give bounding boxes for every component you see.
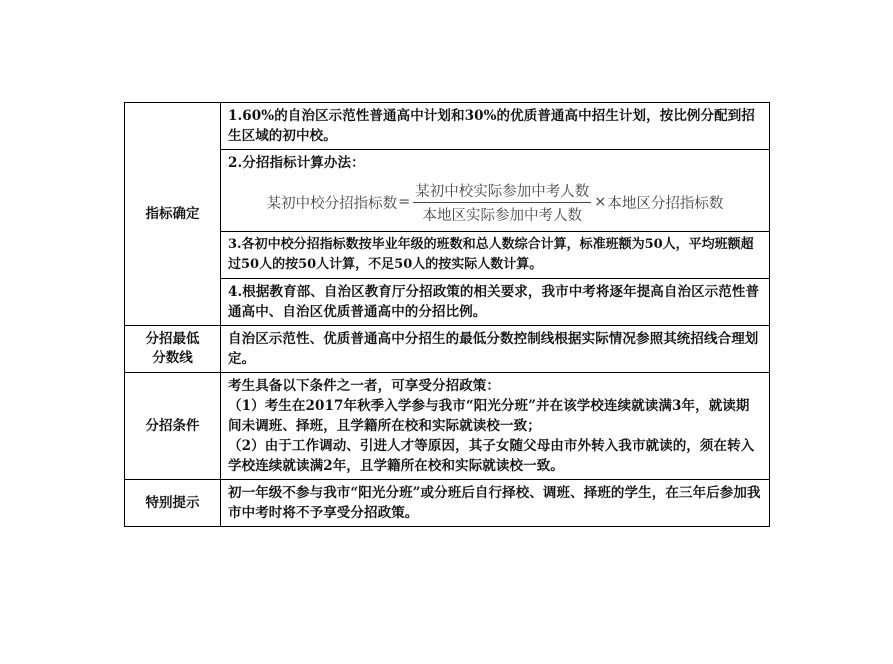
min-score-label-line1: 分招最低 xyxy=(145,331,200,347)
table-row xyxy=(125,232,770,279)
conditions-item-2: （2）由于工作调动、引进人才等原因，其子女随父母由市外转入我市就读的，须在转入学校连续就读满2年，且学籍所在校和实际就读校一致。 xyxy=(228,438,755,474)
table-row xyxy=(125,103,770,150)
formula-lhs: 某初中校分招指标数 xyxy=(266,195,398,212)
quota-formula xyxy=(221,173,769,231)
quota-item-3-text: 3.各初中校分招指标数按毕业年级的班数和总人数综合计算，标准班额为50人，平均班额超过50人的按50人计算，不足50人的按实际人数计算。 xyxy=(228,237,754,272)
min-score-label-line2: 分数线 xyxy=(152,350,193,366)
table-row xyxy=(125,480,770,527)
formula-times: × xyxy=(594,194,607,210)
table-row xyxy=(125,150,770,232)
conditions-cell xyxy=(221,373,770,480)
table-row xyxy=(125,326,770,373)
quota-item-4-text: 4.根据教育部、自治区教育厅分招政策的相关要求，我市中考将逐年提高自治区示范性普通高中、自治区优质普通高中的分招比例。 xyxy=(228,284,760,320)
min-score-text: 自治区示范性、优质普通高中分招生的最低分数控制线根据实际情况参照其统招线合理划定。 xyxy=(228,331,759,367)
formula-denominator: 本地区实际参加中考人数 xyxy=(422,207,582,224)
quota-item-2-title: 2.分招指标计算办法： xyxy=(228,155,365,171)
table-row xyxy=(125,279,770,326)
min-score-label xyxy=(125,326,221,373)
conditions-item-1: （1）考生在2017年秋季入学参与我市“阳光分班”并在该学校连续就读满3年，就读期间未调班、择班，且学籍所在校和实际就读校一致； xyxy=(228,398,750,434)
table-row xyxy=(125,373,770,480)
quota-item-1 xyxy=(221,103,770,150)
quota-label: 指标确定 xyxy=(125,103,221,326)
conditions-text xyxy=(221,373,769,479)
admission-policy-table xyxy=(124,102,770,527)
quota-item-3 xyxy=(221,232,770,279)
formula-numerator: 某初中校实际参加中考人数 xyxy=(415,183,590,200)
conditions-label: 分招条件 xyxy=(125,373,221,480)
formula-equals: = xyxy=(398,194,411,210)
quota-item-2 xyxy=(221,150,770,232)
min-score-cell xyxy=(221,326,770,373)
notice-label: 特别提示 xyxy=(125,480,221,527)
conditions-intro: 考生具备以下条件之一者，可享受分招政策： xyxy=(228,378,500,394)
notice-text: 初一年级不参与我市“阳光分班”或分班后自行择校、调班、择班的学生，在三年后参加我市中考时将不予享受分招政策。 xyxy=(228,485,761,521)
quota-item-4 xyxy=(221,279,770,326)
quota-item-1-text: 1.60%的自治区示范性普通高中计划和30%的优质普通高中招生计划，按比例分配到招生区域的初中校。 xyxy=(228,108,755,144)
formula-rhs: 本地区分招指标数 xyxy=(607,195,724,212)
notice-cell xyxy=(221,480,770,527)
formula-fraction xyxy=(413,180,591,225)
